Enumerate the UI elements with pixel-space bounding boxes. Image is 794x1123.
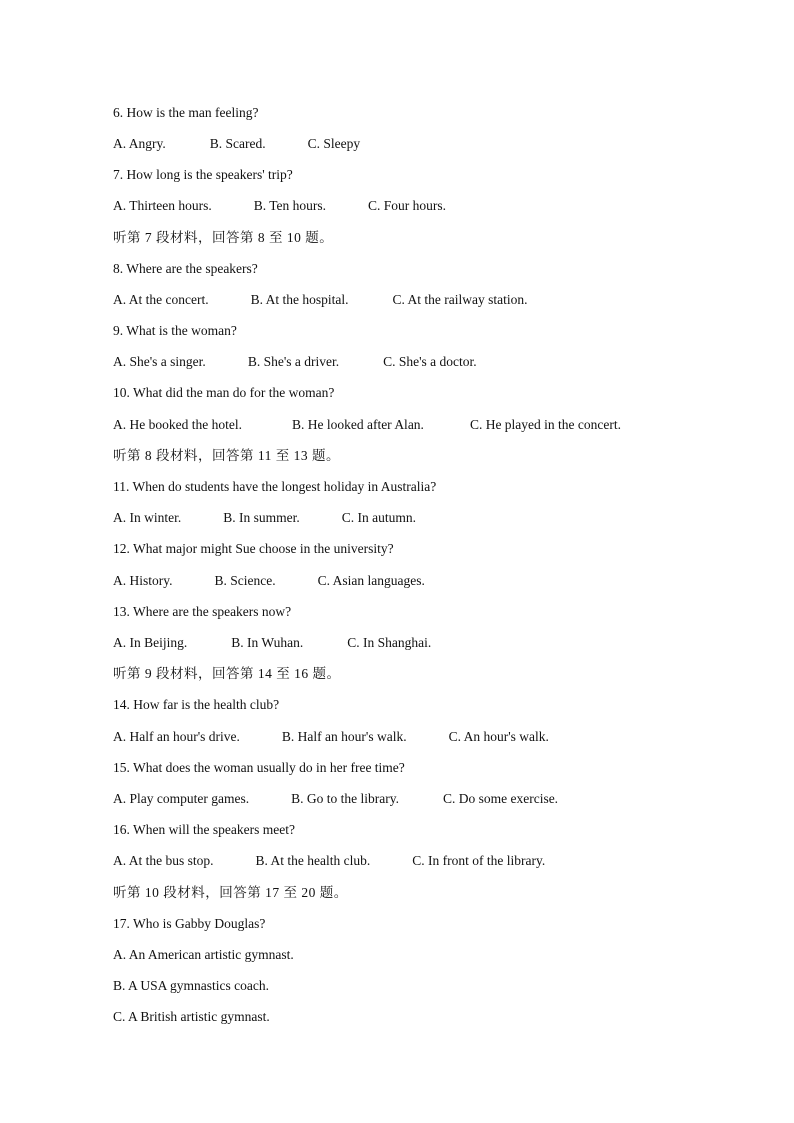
option-a: A. She's a singer. — [113, 354, 206, 369]
option-a: A. He booked the hotel. — [113, 417, 242, 432]
question-16: 16. When will the speakers meet? — [113, 822, 295, 837]
option-c: C. In autumn. — [341, 510, 416, 525]
option-c: C. A British artistic gymnast. — [113, 1009, 270, 1024]
option-b: B. In summer. — [223, 510, 300, 525]
options-16 — [113, 853, 585, 869]
options-8 — [113, 292, 567, 308]
options-12 — [113, 573, 465, 589]
option-a: A. In winter. — [113, 510, 182, 525]
question-13: 13. Where are the speakers now? — [113, 604, 292, 619]
options-6 — [113, 136, 400, 152]
options-15 — [113, 791, 598, 807]
option-b: B. Science. — [214, 573, 276, 588]
option-b: B. He looked after Alan. — [291, 417, 424, 432]
option-a: A. Play computer games. — [113, 791, 250, 806]
option-a: A. At the bus stop. — [113, 853, 214, 868]
question-8: 8. Where are the speakers? — [113, 261, 258, 276]
question-7: 7. How long is the speakers' trip? — [113, 167, 293, 182]
question-10: 10. What did the man do for the woman? — [113, 385, 335, 400]
option-b: B. At the hospital. — [250, 292, 349, 307]
option-b: B. Half an hour's walk. — [281, 729, 407, 744]
option-a: A. Angry. — [113, 136, 166, 151]
option-b: B. She's a driver. — [247, 354, 340, 369]
option-a: A. Thirteen hours. — [113, 198, 212, 213]
option-c: C. Do some exercise. — [442, 791, 559, 806]
option-b: B. Go to the library. — [291, 791, 399, 806]
option-b: B. Ten hours. — [253, 198, 327, 213]
option-b: B. Scared. — [209, 136, 266, 151]
question-9: 9. What is the woman? — [113, 323, 237, 338]
option-a: A. In Beijing. — [113, 635, 188, 650]
option-a: A. Half an hour's drive. — [113, 729, 240, 744]
options-13 — [113, 635, 471, 651]
question-15: 15. What does the woman usually do in her free time? — [113, 760, 405, 775]
options-11 — [113, 510, 456, 526]
section-heading: 听第 9 段材料，回答第 14 至 16 题。 — [113, 666, 341, 681]
options-14 — [113, 729, 589, 745]
options-9 — [113, 354, 517, 370]
option-c: C. An hour's walk. — [448, 729, 549, 744]
question-12: 12. What major might Sue choose in the university? — [113, 541, 394, 556]
option-c: C. Sleepy — [307, 136, 361, 151]
option-c: C. In front of the library. — [412, 853, 546, 868]
option-c: C. At the railway station. — [392, 292, 528, 307]
question-6: 6. How is the man feeling? — [113, 105, 259, 120]
option-a: A. At the concert. — [113, 292, 209, 307]
option-b: B. In Wuhan. — [231, 635, 304, 650]
option-b: B. At the health club. — [255, 853, 371, 868]
section-heading: 听第 7 段材料，回答第 8 至 10 题。 — [113, 230, 334, 245]
question-14: 14. How far is the health club? — [113, 697, 280, 712]
option-a: A. History. — [113, 573, 173, 588]
option-c: C. In Shanghai. — [347, 635, 432, 650]
option-c: C. He played in the concert. — [469, 417, 622, 432]
question-17: 17. Who is Gabby Douglas? — [113, 916, 266, 931]
section-heading: 听第 10 段材料，回答第 17 至 20 题。 — [113, 885, 348, 900]
options-10 — [113, 417, 661, 433]
option-a: A. An American artistic gymnast. — [113, 947, 294, 962]
option-b: B. A USA gymnastics coach. — [113, 978, 269, 993]
option-c: C. She's a doctor. — [383, 354, 477, 369]
option-c: C. Four hours. — [368, 198, 447, 213]
question-11: 11. When do students have the longest holiday in Australia? — [113, 479, 437, 494]
option-c: C. Asian languages. — [317, 573, 425, 588]
section-heading: 听第 8 段材料，回答第 11 至 13 题。 — [113, 448, 340, 463]
options-7 — [113, 198, 486, 214]
